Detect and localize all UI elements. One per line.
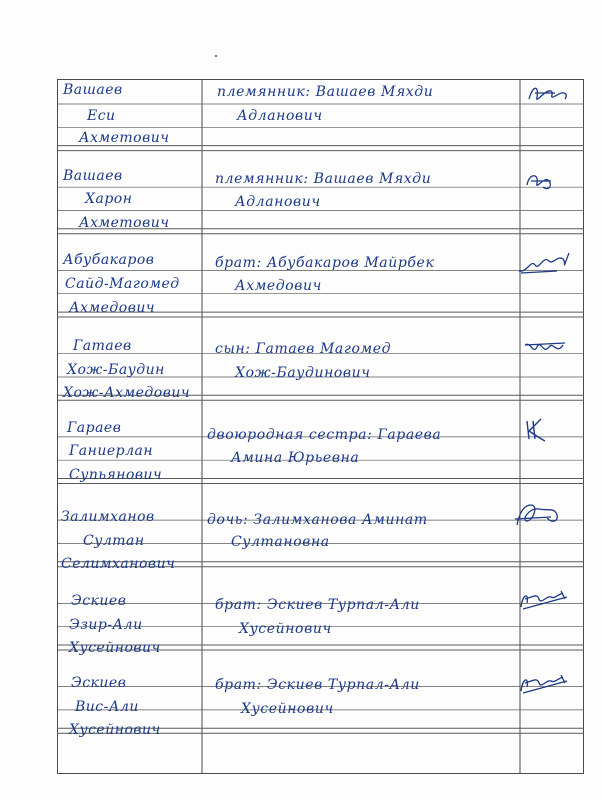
name-surname: Залимханов	[61, 509, 155, 525]
relative-line-1: брат: Эскиев Турпал-Али	[215, 677, 420, 693]
name-patronymic: Ахмедович	[69, 300, 156, 316]
signature-3	[517, 251, 573, 277]
name-surname: Гараев	[67, 420, 122, 436]
name-first: Еси	[87, 108, 116, 124]
relative-line-1: брат: Абубакаров Майрбек	[215, 255, 435, 271]
relative-line-1: дочь: Залимханова Аминат	[207, 512, 428, 528]
signature-2	[523, 169, 579, 195]
signature-6	[513, 501, 569, 527]
signature-1	[525, 81, 581, 107]
name-first: Хож-Баудин	[67, 362, 165, 378]
name-surname: Абубакаров	[63, 252, 155, 268]
relative-line-2: Ахмедович	[235, 278, 322, 294]
name-patronymic: Хусейнович	[69, 722, 161, 738]
name-patronymic: Хож-Ахмедович	[63, 385, 191, 401]
name-first: Харон	[85, 191, 133, 207]
name-first: Эзир-Али	[69, 617, 143, 633]
relative-line-2: Адланович	[235, 194, 321, 210]
name-surname: Эскиев	[71, 675, 127, 691]
name-first: Ганиерлан	[69, 443, 154, 459]
name-surname: Вашаев	[63, 168, 123, 184]
relative-line-2: Адланович	[237, 108, 323, 124]
signature-7	[517, 587, 573, 613]
name-patronymic: Хусейнович	[69, 640, 161, 656]
relative-line-2: Хож-Баудинович	[235, 365, 371, 381]
name-patronymic: Ахметович	[79, 130, 170, 146]
relative-line-1: двоюродная сестра: Гараева	[207, 427, 442, 443]
name-patronymic: Ахметович	[79, 215, 170, 231]
signature-8	[517, 671, 573, 697]
relative-line-1: племянник: Вашаев Мяхди	[215, 171, 432, 187]
signature-5	[521, 417, 577, 443]
relative-line-2: Хусейнович	[241, 701, 334, 717]
relative-line-1: племянник: Вашаев Мяхди	[217, 84, 434, 100]
scan-speck	[215, 55, 217, 57]
name-patronymic: Супьянович	[69, 467, 163, 483]
relative-line-1: сын: Гатаев Магомед	[215, 341, 392, 357]
signature-4	[523, 337, 579, 363]
name-surname: Эскиев	[71, 593, 127, 609]
relative-line-2: Хусейнович	[239, 621, 332, 637]
name-surname: Гатаев	[73, 338, 132, 354]
name-first: Султан	[83, 533, 145, 549]
name-first: Вис-Али	[75, 699, 139, 715]
table-grid	[57, 79, 584, 774]
relative-line-1: брат: Эскиев Турпал-Али	[215, 597, 420, 613]
name-patronymic: Селимханович	[61, 556, 176, 572]
name-first: Сайд-Магомед	[65, 276, 180, 292]
name-surname: Вашаев	[63, 82, 123, 98]
relative-line-2: Султановна	[231, 534, 330, 550]
relative-line-2: Амина Юрьевна	[231, 450, 360, 466]
